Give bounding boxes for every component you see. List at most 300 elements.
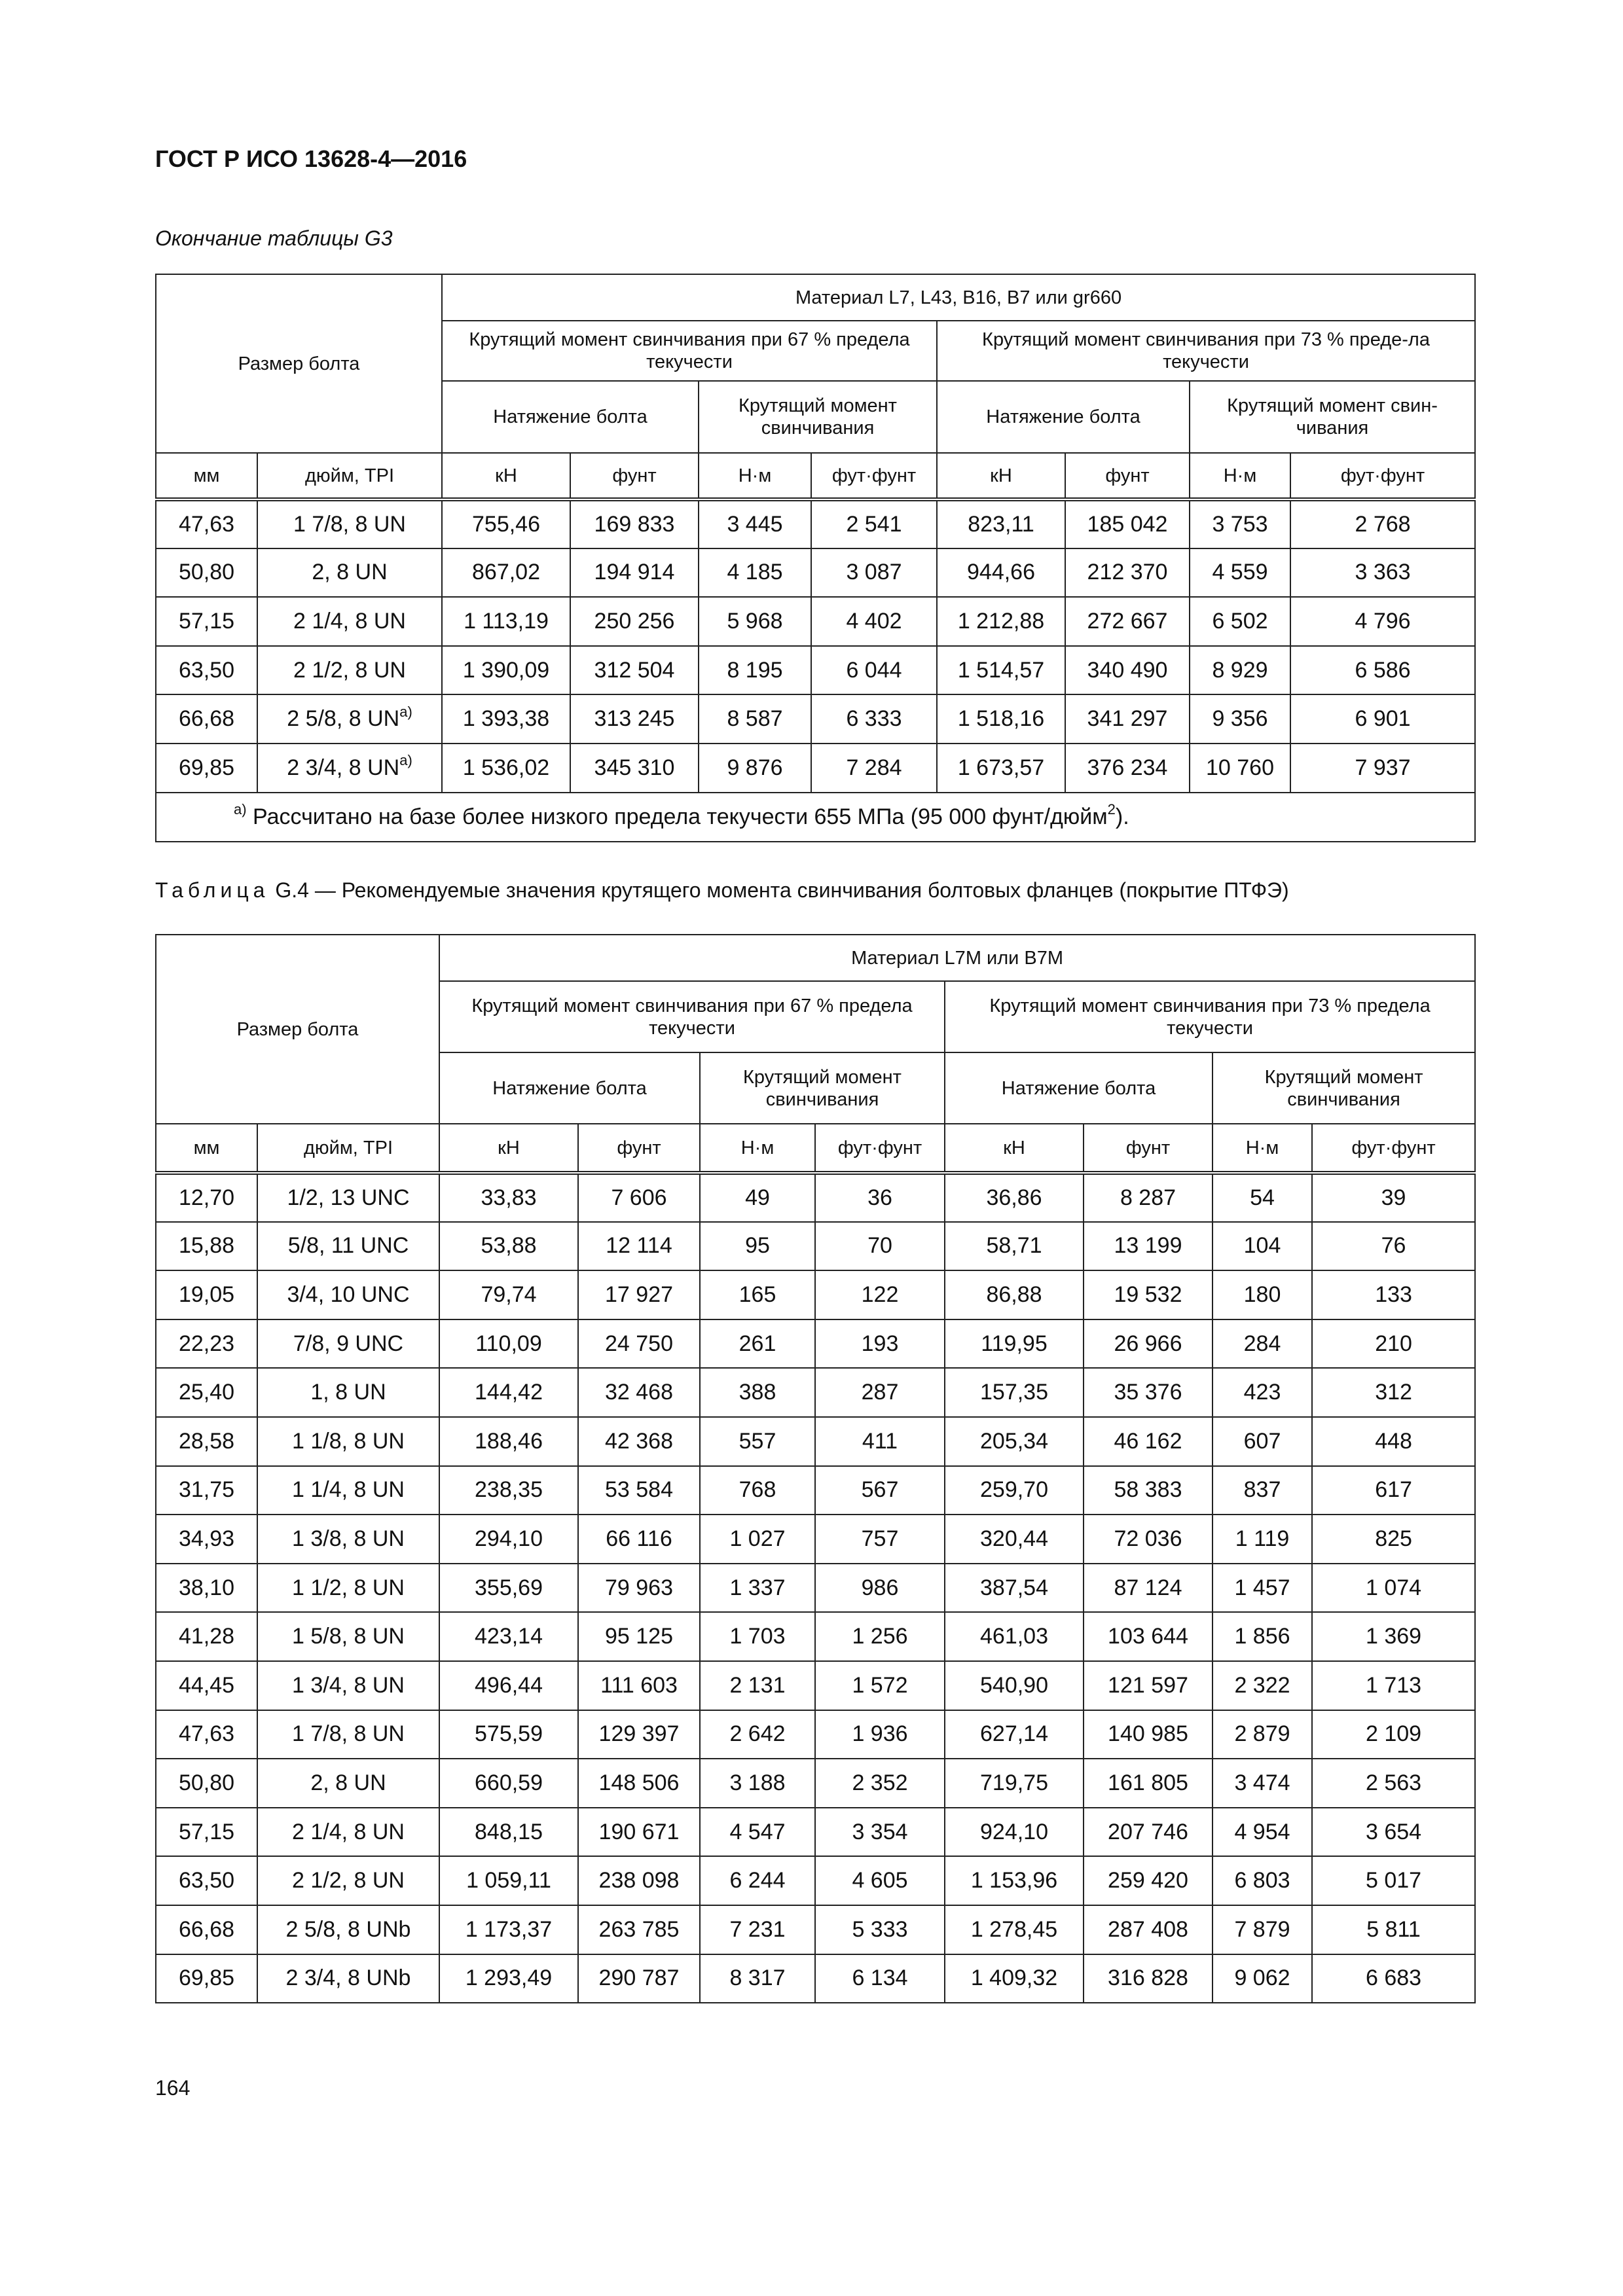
- table-cell: 57,15: [156, 1808, 257, 1857]
- table-cell: [257, 744, 442, 793]
- table-cell: 287 408: [1084, 1905, 1213, 1954]
- page-number: 164: [155, 2076, 191, 2100]
- table-cell: [257, 694, 442, 744]
- table-cell: 2 3/4, 8 UNb: [257, 1954, 439, 2003]
- table-cell: 133: [1312, 1270, 1475, 1319]
- table-row: [156, 1270, 1475, 1319]
- table2-torque-73-header: Крутящий момент свинчивания: [1213, 1052, 1475, 1124]
- footnote-end: ).: [1115, 804, 1129, 829]
- table-cell: 263 785: [578, 1905, 700, 1954]
- table-cell: 340 490: [1065, 646, 1190, 695]
- unit-cell: фунт: [570, 453, 699, 499]
- table-cell: 1 409,32: [945, 1954, 1084, 2003]
- table-cell: 1 027: [700, 1515, 815, 1564]
- table-cell: 1 1/4, 8 UN: [257, 1466, 439, 1515]
- table-cell: 3 753: [1190, 499, 1290, 548]
- table-cell: 1 936: [815, 1710, 945, 1759]
- table2-body: [156, 1173, 1475, 2003]
- table-cell: 6 333: [811, 694, 937, 744]
- table-cell: 63,50: [156, 646, 257, 695]
- table1-units-row: [156, 453, 1475, 499]
- table-cell: 1 278,45: [945, 1905, 1084, 1954]
- table-cell: 5/8, 11 UNC: [257, 1222, 439, 1271]
- table-cell: 272 667: [1065, 597, 1190, 646]
- table-cell: 185 042: [1065, 499, 1190, 548]
- unit-cell: фут·фунт: [1312, 1124, 1475, 1173]
- table-cell: 8 195: [699, 646, 811, 695]
- table-cell: 1 393,38: [442, 694, 570, 744]
- table-cell: 1 514,57: [937, 646, 1065, 695]
- table-row: [156, 1173, 1475, 1222]
- table-cell: 2 5/8, 8 UNb: [257, 1905, 439, 1954]
- table-cell: 7 284: [811, 744, 937, 793]
- table-cell: 2 1/4, 8 UN: [257, 1808, 439, 1857]
- table-cell: 4 185: [699, 548, 811, 598]
- table-cell: 207 746: [1084, 1808, 1213, 1857]
- unit-cell: кН: [937, 453, 1065, 499]
- table1-bolt-size-header: Размер болта: [156, 274, 442, 453]
- table-cell: 1 673,57: [937, 744, 1065, 793]
- unit-cell: Н·м: [1190, 453, 1290, 499]
- table-cell: 50,80: [156, 548, 257, 598]
- table-cell: 129 397: [578, 1710, 700, 1759]
- table-cell: 2 109: [1312, 1710, 1475, 1759]
- table-cell: 944,66: [937, 548, 1065, 598]
- table-cell: 1 3/8, 8 UN: [257, 1515, 439, 1564]
- table-cell: 7 879: [1213, 1905, 1312, 1954]
- table-cell: 1 369: [1312, 1612, 1475, 1661]
- table-cell: 387,54: [945, 1564, 1084, 1613]
- table-cell: 63,50: [156, 1856, 257, 1905]
- table-cell: 2 541: [811, 499, 937, 548]
- table-row: [156, 1466, 1475, 1515]
- table-cell: 161 805: [1084, 1759, 1213, 1808]
- table-cell: 2 1/2, 8 UN: [257, 1856, 439, 1905]
- table-cell: 10 760: [1190, 744, 1290, 793]
- table1-group-73-header: Крутящий момент свинчивания при 73 % преде-ла текучести: [937, 321, 1475, 381]
- table1-body: [156, 499, 1475, 793]
- table-cell: 825: [1312, 1515, 1475, 1564]
- table-cell: 9 356: [1190, 694, 1290, 744]
- table-cell: 19,05: [156, 1270, 257, 1319]
- table-cell: 423: [1213, 1368, 1312, 1417]
- table-cell: 169 833: [570, 499, 699, 548]
- table-cell: 2 563: [1312, 1759, 1475, 1808]
- table-cell: 66 116: [578, 1515, 700, 1564]
- table-cell: 9 876: [699, 744, 811, 793]
- table-cell: 190 671: [578, 1808, 700, 1857]
- table-cell: 6 502: [1190, 597, 1290, 646]
- table-cell: 2 768: [1290, 499, 1475, 548]
- table-cell: 87 124: [1084, 1564, 1213, 1613]
- table-cell: 210: [1312, 1319, 1475, 1369]
- table-cell: 1 7/8, 8 UN: [257, 1710, 439, 1759]
- table-cell: 287: [815, 1368, 945, 1417]
- table-cell: 157,35: [945, 1368, 1084, 1417]
- unit-cell: мм: [156, 453, 257, 499]
- table2: [155, 934, 1476, 2003]
- table-cell: 3/4, 10 UNC: [257, 1270, 439, 1319]
- table2-units-row: [156, 1124, 1475, 1173]
- table-cell: 1 390,09: [442, 646, 570, 695]
- table-row: [156, 1856, 1475, 1905]
- table-cell: 448: [1312, 1417, 1475, 1466]
- table-cell: 36: [815, 1173, 945, 1222]
- table-cell: 1 059,11: [439, 1856, 578, 1905]
- table1-tension-67-header: Натяжение болта: [442, 381, 699, 453]
- table-cell: 1 3/4, 8 UN: [257, 1661, 439, 1710]
- table-cell: 31,75: [156, 1466, 257, 1515]
- table-cell: 250 256: [570, 597, 699, 646]
- table-cell: 35 376: [1084, 1368, 1213, 1417]
- table-cell: 8 317: [700, 1954, 815, 2003]
- table-cell: 8 587: [699, 694, 811, 744]
- table-cell: 1 1/2, 8 UN: [257, 1564, 439, 1613]
- table1-torque-67-header: Крутящий момент свинчивания: [699, 381, 937, 453]
- table-cell: 2 642: [700, 1710, 815, 1759]
- table-cell: 540,90: [945, 1661, 1084, 1710]
- table-cell: 121 597: [1084, 1661, 1213, 1710]
- table-cell: 607: [1213, 1417, 1312, 1466]
- table-cell: 924,10: [945, 1808, 1084, 1857]
- table-cell: 7 937: [1290, 744, 1475, 793]
- table-cell: 2 1/2, 8 UN: [257, 646, 442, 695]
- table-cell: 320,44: [945, 1515, 1084, 1564]
- table-cell: 33,83: [439, 1173, 578, 1222]
- table-cell: 1 713: [1312, 1661, 1475, 1710]
- table-row: [156, 1905, 1475, 1954]
- table-cell: 13 199: [1084, 1222, 1213, 1271]
- table-row: [156, 499, 1475, 548]
- table-cell: 165: [700, 1270, 815, 1319]
- table-row: [156, 646, 1475, 695]
- table-cell: 22,23: [156, 1319, 257, 1369]
- table-row: [156, 548, 1475, 598]
- table-cell: 768: [700, 1466, 815, 1515]
- table-cell: 86,88: [945, 1270, 1084, 1319]
- table-row: [156, 1222, 1475, 1271]
- table-cell: 1 7/8, 8 UN: [257, 499, 442, 548]
- table2-material-header: Материал L7M или B7M: [439, 935, 1475, 981]
- table-cell: 2 131: [700, 1661, 815, 1710]
- table-cell: 49: [700, 1173, 815, 1222]
- unit-cell: дюйм, TPI: [257, 453, 442, 499]
- table-cell: 294,10: [439, 1515, 578, 1564]
- table-cell: 19 532: [1084, 1270, 1213, 1319]
- table2-group-73-header: Крутящий момент свинчивания при 73 % предела текучести: [945, 981, 1475, 1052]
- table-cell: 26 966: [1084, 1319, 1213, 1369]
- table-cell: 103 644: [1084, 1612, 1213, 1661]
- table-row: [156, 597, 1475, 646]
- table-cell: 3 363: [1290, 548, 1475, 598]
- table-cell: 238,35: [439, 1466, 578, 1515]
- table-cell: 567: [815, 1466, 945, 1515]
- table1: [155, 274, 1476, 842]
- footnote-mark: а): [234, 801, 247, 818]
- table-cell: 7 231: [700, 1905, 815, 1954]
- table-cell: 188,46: [439, 1417, 578, 1466]
- table-cell: 557: [700, 1417, 815, 1466]
- footnote-ref: а): [399, 752, 412, 769]
- table-cell: 312 504: [570, 646, 699, 695]
- table-cell: 3 354: [815, 1808, 945, 1857]
- table-cell: 1 256: [815, 1612, 945, 1661]
- table-cell: 312: [1312, 1368, 1475, 1417]
- table-cell: 1 703: [700, 1612, 815, 1661]
- table-cell: 1/2, 13 UNC: [257, 1173, 439, 1222]
- table-cell: 42 368: [578, 1417, 700, 1466]
- table-cell: 423,14: [439, 1612, 578, 1661]
- unit-cell: фунт: [1084, 1124, 1213, 1173]
- table-cell: 1 457: [1213, 1564, 1312, 1613]
- footnote-text: Рассчитано на базе более низкого предела текучести 655 МПа (95 000 фунт/дюйм: [253, 804, 1108, 829]
- table-cell: 376 234: [1065, 744, 1190, 793]
- table-cell: 345 310: [570, 744, 699, 793]
- unit-cell: фут·фунт: [815, 1124, 945, 1173]
- unit-cell: кН: [442, 453, 570, 499]
- table-cell: 4 605: [815, 1856, 945, 1905]
- table1-material-header: Материал L7, L43, B16, B7 или gr660: [442, 274, 1475, 321]
- table-row: [156, 1661, 1475, 1710]
- table-cell: 193: [815, 1319, 945, 1369]
- table-cell: 341 297: [1065, 694, 1190, 744]
- table-cell: 316 828: [1084, 1954, 1213, 2003]
- table-cell: 1 5/8, 8 UN: [257, 1612, 439, 1661]
- table-cell: 70: [815, 1222, 945, 1271]
- table-cell: 69,85: [156, 744, 257, 793]
- table-cell: 95: [700, 1222, 815, 1271]
- unit-cell: фут·фунт: [811, 453, 937, 499]
- table-cell: 24 750: [578, 1319, 700, 1369]
- table-cell: 8 929: [1190, 646, 1290, 695]
- table-cell: 180: [1213, 1270, 1312, 1319]
- table-cell: 461,03: [945, 1612, 1084, 1661]
- table2-caption-label: Таблица: [155, 878, 270, 902]
- table1-torque-73-header: Крутящий момент свин-чивания: [1190, 381, 1475, 453]
- table-cell: 140 985: [1084, 1710, 1213, 1759]
- table-cell: 15,88: [156, 1222, 257, 1271]
- table-cell: 104: [1213, 1222, 1312, 1271]
- table-cell: 34,93: [156, 1515, 257, 1564]
- table-cell: 53 584: [578, 1466, 700, 1515]
- table2-tension-67-header: Натяжение болта: [439, 1052, 700, 1124]
- table2-tension-73-header: Натяжение болта: [945, 1052, 1213, 1124]
- table-cell: 8 287: [1084, 1173, 1213, 1222]
- table-cell: 2 322: [1213, 1661, 1312, 1710]
- table-cell: 1 337: [700, 1564, 815, 1613]
- table-cell: 95 125: [578, 1612, 700, 1661]
- table-cell: 58,71: [945, 1222, 1084, 1271]
- table-cell: 2, 8 UN: [257, 548, 442, 598]
- table-cell: 627,14: [945, 1710, 1084, 1759]
- table-cell: 3 087: [811, 548, 937, 598]
- table-cell: 259 420: [1084, 1856, 1213, 1905]
- table-row: [156, 1564, 1475, 1613]
- table-cell: 76: [1312, 1222, 1475, 1271]
- table-cell: 72 036: [1084, 1515, 1213, 1564]
- table-cell: 54: [1213, 1173, 1312, 1222]
- table-cell: 1 119: [1213, 1515, 1312, 1564]
- table-cell: 411: [815, 1417, 945, 1466]
- table-cell: 5 333: [815, 1905, 945, 1954]
- unit-cell: Н·м: [1213, 1124, 1312, 1173]
- table-cell: 36,86: [945, 1173, 1084, 1222]
- table-row: [156, 1954, 1475, 2003]
- table-cell: 6 044: [811, 646, 937, 695]
- table-cell: 2 1/4, 8 UN: [257, 597, 442, 646]
- table-cell: 290 787: [578, 1954, 700, 2003]
- table-cell: 28,58: [156, 1417, 257, 1466]
- unit-cell: фунт: [1065, 453, 1190, 499]
- table-cell: 79,74: [439, 1270, 578, 1319]
- table-cell: 53,88: [439, 1222, 578, 1271]
- table-row: [156, 1759, 1475, 1808]
- table-cell: 867,02: [442, 548, 570, 598]
- table-cell: 5 811: [1312, 1905, 1475, 1954]
- table2-group-67-header: Крутящий момент свинчивания при 67 % предела текучести: [439, 981, 945, 1052]
- table-cell: 238 098: [578, 1856, 700, 1905]
- table-cell: 261: [700, 1319, 815, 1369]
- table-cell: 3 474: [1213, 1759, 1312, 1808]
- table-cell: 41,28: [156, 1612, 257, 1661]
- table-cell: 47,63: [156, 499, 257, 548]
- table-cell: 1 212,88: [937, 597, 1065, 646]
- table-cell: 17 927: [578, 1270, 700, 1319]
- table-cell: 32 468: [578, 1368, 700, 1417]
- table-cell: 4 954: [1213, 1808, 1312, 1857]
- table-cell: 5 968: [699, 597, 811, 646]
- table2-caption: [155, 878, 1474, 903]
- unit-cell: кН: [439, 1124, 578, 1173]
- table-cell: 719,75: [945, 1759, 1084, 1808]
- table-cell: 1 074: [1312, 1564, 1475, 1613]
- table-cell: 355,69: [439, 1564, 578, 1613]
- table-cell: 66,68: [156, 694, 257, 744]
- table-cell: 5 017: [1312, 1856, 1475, 1905]
- table-cell: 848,15: [439, 1808, 578, 1857]
- table-cell: 4 559: [1190, 548, 1290, 598]
- table-cell: 1 113,19: [442, 597, 570, 646]
- table1-group-67-header: Крутящий момент свинчивания при 67 % предела текучести: [442, 321, 937, 381]
- table2-torque-67-header: Крутящий момент свинчивания: [700, 1052, 945, 1124]
- table-cell: 79 963: [578, 1564, 700, 1613]
- table-cell: 837: [1213, 1466, 1312, 1515]
- table-cell: 7 606: [578, 1173, 700, 1222]
- table-cell: 4 547: [700, 1808, 815, 1857]
- table1-tension-73-header: Натяжение болта: [937, 381, 1190, 453]
- table-cell: 57,15: [156, 597, 257, 646]
- unit-cell: фунт: [578, 1124, 700, 1173]
- table-row: [156, 1808, 1475, 1857]
- table-cell: 46 162: [1084, 1417, 1213, 1466]
- table-cell: 119,95: [945, 1319, 1084, 1369]
- table-cell: 1 1/8, 8 UN: [257, 1417, 439, 1466]
- table-cell: 2, 8 UN: [257, 1759, 439, 1808]
- table-row: [156, 1612, 1475, 1661]
- table-cell: 6 244: [700, 1856, 815, 1905]
- table-cell: 44,45: [156, 1661, 257, 1710]
- unit-cell: фут·фунт: [1290, 453, 1475, 499]
- table-cell: 4 796: [1290, 597, 1475, 646]
- table-row: [156, 1710, 1475, 1759]
- table-row: [156, 1368, 1475, 1417]
- table-cell: 1 173,37: [439, 1905, 578, 1954]
- cell-text: 2 3/4, 8 UN: [287, 755, 400, 780]
- table-cell: 47,63: [156, 1710, 257, 1759]
- table-row: [156, 1515, 1475, 1564]
- table-cell: 6 803: [1213, 1856, 1312, 1905]
- unit-cell: Н·м: [699, 453, 811, 499]
- table-cell: 50,80: [156, 1759, 257, 1808]
- table-cell: 6 134: [815, 1954, 945, 2003]
- footnote-ref: а): [399, 703, 412, 720]
- table-cell: 69,85: [156, 1954, 257, 2003]
- table-cell: 6 586: [1290, 646, 1475, 695]
- table-cell: 122: [815, 1270, 945, 1319]
- table-cell: 39: [1312, 1173, 1475, 1222]
- table-cell: 4 402: [811, 597, 937, 646]
- table-cell: 205,34: [945, 1417, 1084, 1466]
- table-cell: 660,59: [439, 1759, 578, 1808]
- table-cell: 284: [1213, 1319, 1312, 1369]
- table-cell: 3 654: [1312, 1808, 1475, 1857]
- table-cell: 617: [1312, 1466, 1475, 1515]
- unit-cell: дюйм, TPI: [257, 1124, 439, 1173]
- unit-cell: мм: [156, 1124, 257, 1173]
- table-cell: 986: [815, 1564, 945, 1613]
- table-cell: 148 506: [578, 1759, 700, 1808]
- table-cell: 388: [700, 1368, 815, 1417]
- table-cell: 1 293,49: [439, 1954, 578, 2003]
- table-row: [156, 1417, 1475, 1466]
- table-cell: 313 245: [570, 694, 699, 744]
- table-cell: 1 856: [1213, 1612, 1312, 1661]
- table-cell: 212 370: [1065, 548, 1190, 598]
- table-cell: 6 901: [1290, 694, 1475, 744]
- table-cell: 9 062: [1213, 1954, 1312, 2003]
- table2-bolt-size-header: Размер болта: [156, 935, 439, 1124]
- table1-footnote: [156, 793, 1475, 842]
- table-row: [156, 744, 1475, 793]
- table-cell: 6 683: [1312, 1954, 1475, 2003]
- table2-caption-text: G.4 — Рекомендуемые значения крутящего момента свинчивания болтовых фланцев (покрытие ПТФЭ): [275, 878, 1289, 902]
- table1-caption: Окончание таблицы G3: [155, 226, 393, 250]
- table-cell: 144,42: [439, 1368, 578, 1417]
- table-cell: 496,44: [439, 1661, 578, 1710]
- table-row: [156, 1319, 1475, 1369]
- table-cell: 1, 8 UN: [257, 1368, 439, 1417]
- table-cell: 823,11: [937, 499, 1065, 548]
- table-cell: 12 114: [578, 1222, 700, 1271]
- table-cell: 66,68: [156, 1905, 257, 1954]
- cell-text: 2 5/8, 8 UN: [287, 706, 400, 732]
- table-cell: 1 518,16: [937, 694, 1065, 744]
- unit-cell: Н·м: [700, 1124, 815, 1173]
- table-cell: 757: [815, 1515, 945, 1564]
- table-cell: 2 879: [1213, 1710, 1312, 1759]
- table-cell: 2 352: [815, 1759, 945, 1808]
- footnote-sup: 2: [1107, 801, 1116, 818]
- table-cell: 25,40: [156, 1368, 257, 1417]
- document-header: ГОСТ Р ИСО 13628-4—2016: [155, 145, 467, 172]
- unit-cell: кН: [945, 1124, 1084, 1173]
- table-cell: 58 383: [1084, 1466, 1213, 1515]
- table-cell: 110,09: [439, 1319, 578, 1369]
- table-cell: 7/8, 9 UNC: [257, 1319, 439, 1369]
- table-cell: 259,70: [945, 1466, 1084, 1515]
- table-cell: 3 188: [700, 1759, 815, 1808]
- table-cell: 3 445: [699, 499, 811, 548]
